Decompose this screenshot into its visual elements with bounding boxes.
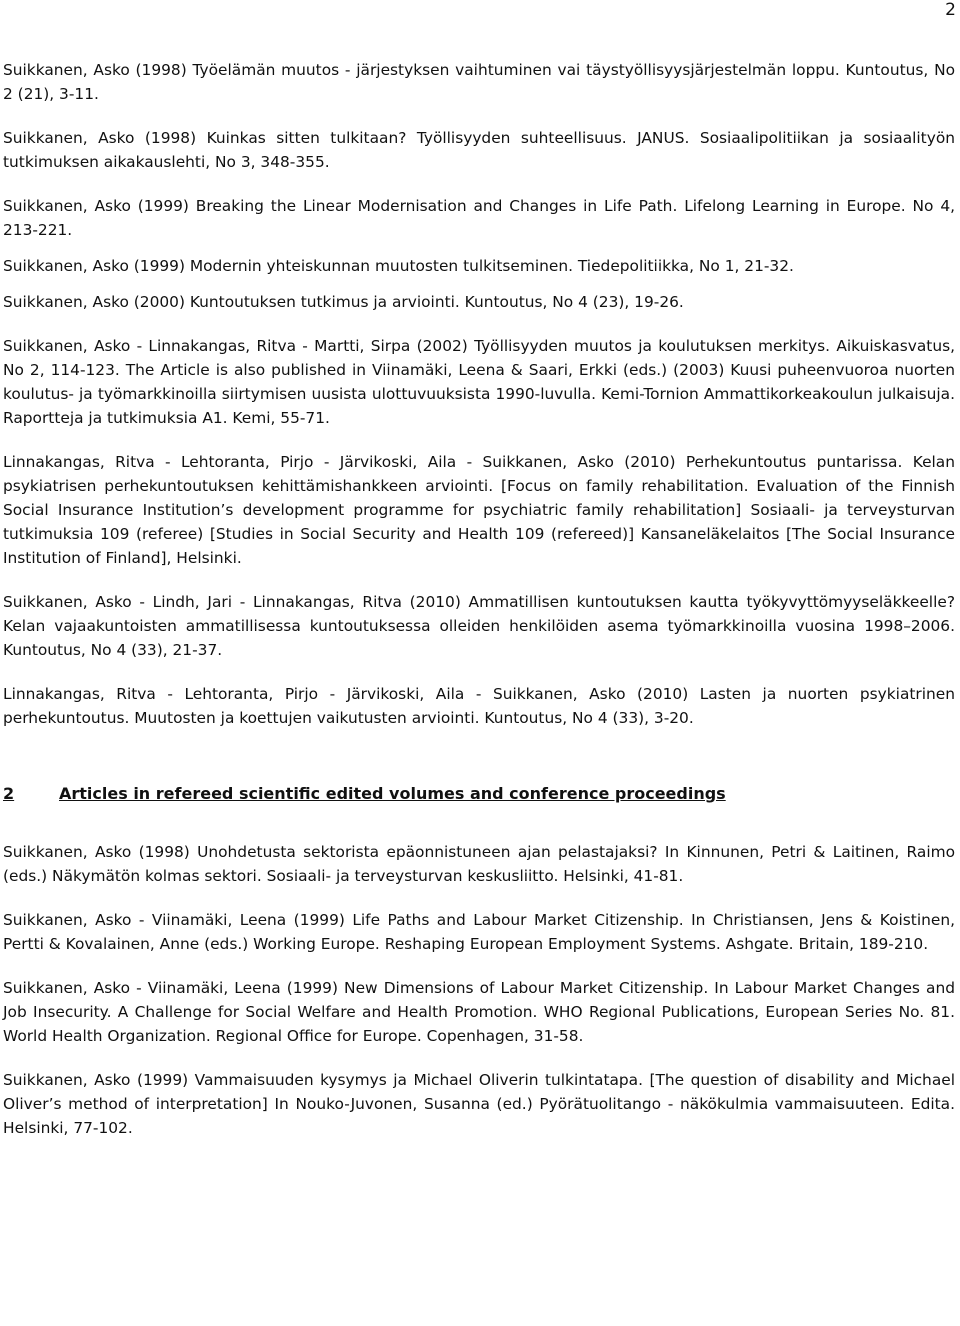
- page-number: 2: [945, 0, 956, 20]
- section-number: 2: [3, 784, 15, 803]
- reference-entry: Suikkanen, Asko - Viinamäki, Leena (1999) New Dimensions of Labour Market Citizenship. In Labour Market Changes and Job Insecurity. A Challenge for Social Welfare and Health Promotion. WHO Regional Publications, European Series No. 81. World Health Organization. Regional Office for Europe. Copenhagen, 31-58.: [3, 979, 955, 1045]
- section-heading: [3, 782, 955, 806]
- reference-entry: Suikkanen, Asko - Lindh, Jari - Linnakangas, Ritva (2010) Ammatillisen kuntoutuksen kautta työkyvyttömyyseläkkeelle? Kelan vajaakuntoisten ammatillisessa kuntoutuksessa olleiden henkilöiden asema työmarkkinoilla vuosina 1998–2006. Kuntoutus, No 4 (33), 21-37.: [3, 593, 955, 659]
- reference-entry: Suikkanen, Asko (1999) Modernin yhteiskunnan muutosten tulkitseminen. Tiedepolitiikka, No 1, 21-32.: [3, 257, 794, 275]
- reference-entry: Suikkanen, Asko (1999) Breaking the Linear Modernisation and Changes in Life Path. Lifelong Learning in Europe. No 4, 213-221.: [3, 197, 955, 239]
- section-title: Articles in refereed scientific edited volumes and conference proceedings: [59, 784, 726, 803]
- reference-entry: Suikkanen, Asko (1999) Vammaisuuden kysymys ja Michael Oliverin tulkintatapa. [The question of disability and Michael Oliver’s method of interpretation] In Nouko-Juvonen, Susanna (ed.) Pyörätuolitango - näkökulmia vammaisuuteen. Edita. Helsinki, 77-102.: [3, 1071, 955, 1137]
- reference-entry: Suikkanen, Asko (1998) Työelämän muutos - järjestyksen vaihtuminen vai täystyöllisyysjärjestelmän loppu. Kuntoutus, No 2 (21), 3-11.: [3, 61, 955, 103]
- reference-entry: Suikkanen, Asko (1998) Kuinkas sitten tulkitaan? Työllisyyden suhteellisuus. JANUS. Sosiaalipolitiikan ja sosiaalityön tutkimuksen aikakauslehti, No 3, 348-355.: [3, 129, 955, 171]
- reference-entry: Linnakangas, Ritva - Lehtoranta, Pirjo - Järvikoski, Aila - Suikkanen, Asko (2010) Lasten ja nuorten psykiatrinen perhekuntoutus. Muutosten ja koettujen vaikutusten arviointi. Kuntoutus, No 4 (33), 3-20.: [3, 685, 955, 727]
- reference-entry: Suikkanen, Asko (2000) Kuntoutuksen tutkimus ja arviointi. Kuntoutus, No 4 (23), 19-26.: [3, 293, 684, 311]
- reference-entry: Suikkanen, Asko (1998) Unohdetusta sektorista epäonnistuneen ajan pelastajaksi? In Kinnunen, Petri & Laitinen, Raimo (eds.) Näkymätön kolmas sektori. Sosiaali- ja terveysturvan keskusliitto. Helsinki, 41-81.: [3, 843, 955, 885]
- reference-entry: Linnakangas, Ritva - Lehtoranta, Pirjo - Järvikoski, Aila - Suikkanen, Asko (2010) Perhekuntoutus puntarissa. Kelan psykiatrisen perhekuntoutuksen kehittämishankkeen arviointi. [Focus on family rehabilitation. Evaluation of the Finnish Social Insurance Institution’s development programme for psychiatric family rehabilitation] Sosiaali- ja terveysturvan tutkimuksia 109 (referee) [Studies in Social Security and Health 109 (refereed)] Kansaneläkelaitos [The Social Insurance Institution of Finland], Helsinki.: [3, 453, 955, 567]
- document-body: [3, 58, 955, 1160]
- reference-entry: Suikkanen, Asko - Linnakangas, Ritva - Martti, Sirpa (2002) Työllisyyden muutos ja koulutuksen merkitys. Aikuiskasvatus, No 2, 114-123. The Article is also published in Viinamäki, Leena & Saari, Erkki (eds.) (2003) Kuusi puheenvuoroa nuorten koulutus- ja työmarkkinoilla siirtymisen uusista ulottuvuuksista 1990-luvulla. Kemi-Tornion Ammattikorkeakoulun julkaisuja. Raportteja ja tutkimuksia A1. Kemi, 55-71.: [3, 337, 955, 427]
- reference-entry: Suikkanen, Asko - Viinamäki, Leena (1999) Life Paths and Labour Market Citizenship. In Christiansen, Jens & Koistinen, Pertti & Kovalainen, Anne (eds.) Working Europe. Reshaping European Employment Systems. Ashgate. Britain, 189-210.: [3, 911, 955, 953]
